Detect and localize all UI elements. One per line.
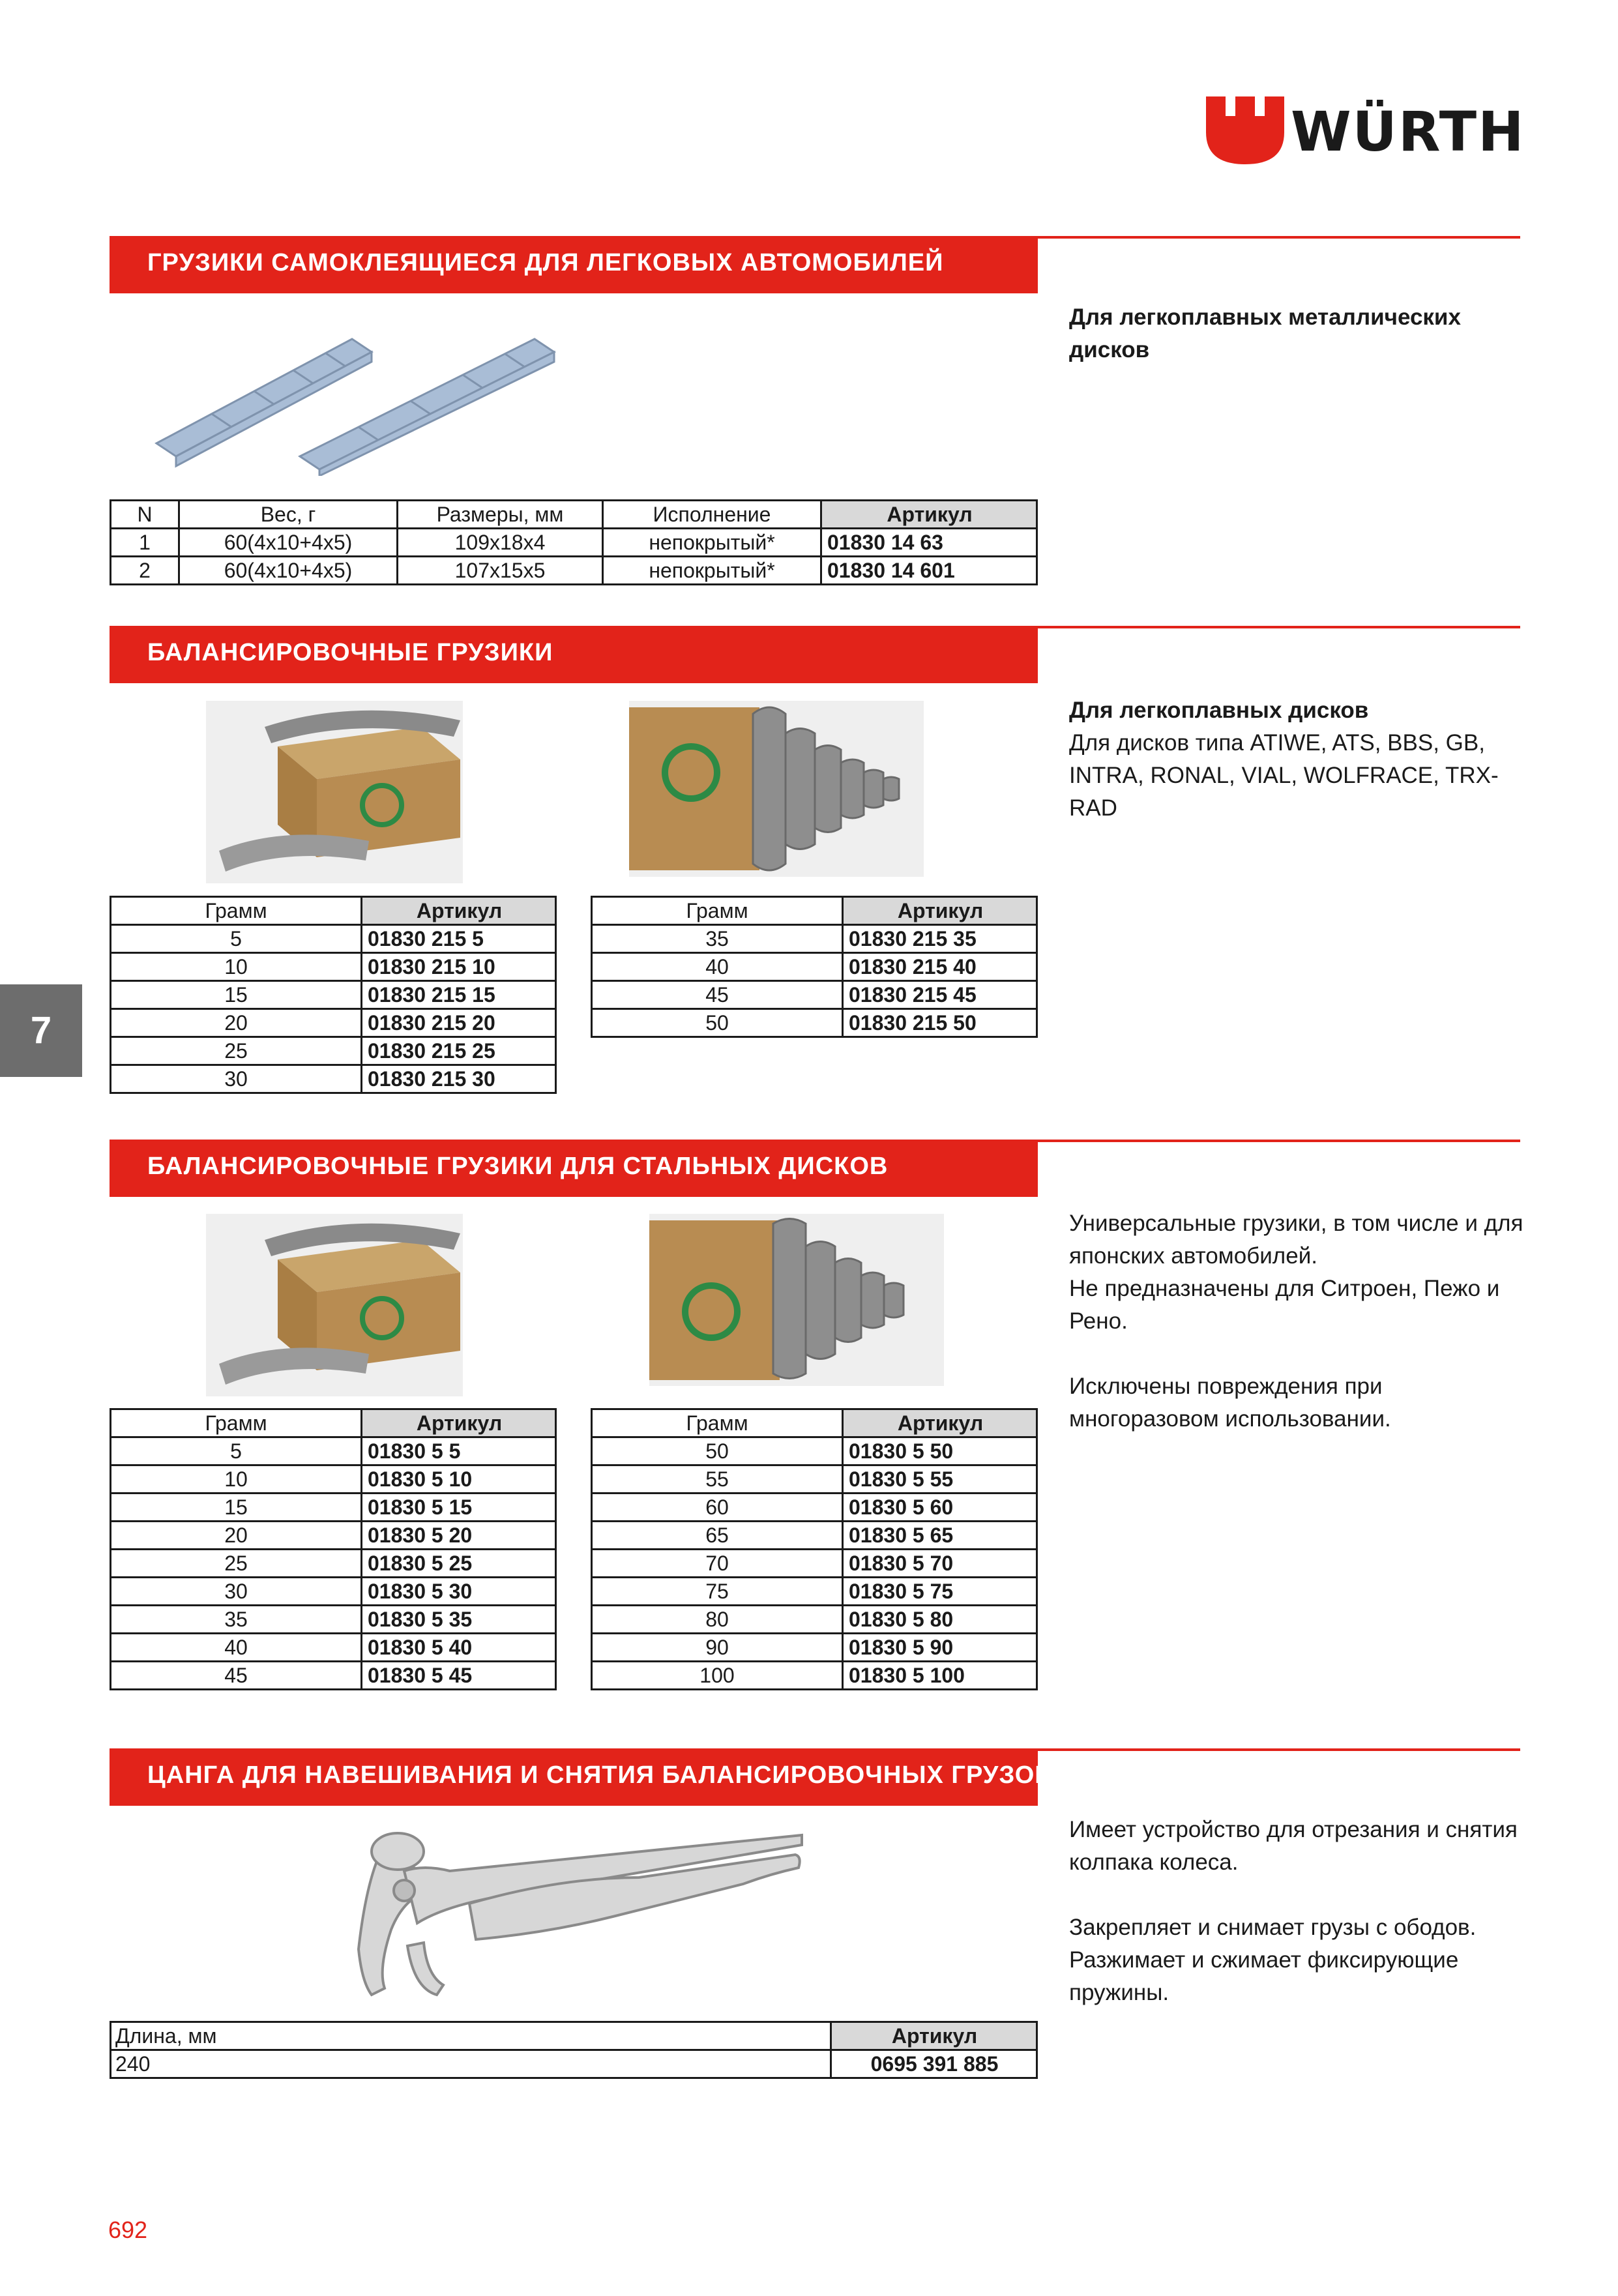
article-number: 01830 5 45 bbox=[362, 1662, 556, 1690]
table-row bbox=[592, 925, 1037, 953]
article-number: 01830 5 10 bbox=[362, 1465, 556, 1494]
table-cell: 240 bbox=[111, 2050, 831, 2078]
table-cell: 55 bbox=[592, 1465, 843, 1494]
table-row bbox=[111, 1465, 556, 1494]
balancing-weights-box-image bbox=[206, 701, 463, 883]
steel-weights-table-right bbox=[591, 1408, 1038, 1690]
table-cell: 100 bbox=[592, 1662, 843, 1690]
table-cell: 45 bbox=[111, 1662, 362, 1690]
table-cell: 15 bbox=[111, 981, 362, 1009]
col-header: Артикул bbox=[362, 897, 556, 925]
description-bold: Для легкоплавных дисков bbox=[1069, 698, 1369, 723]
section-title: БАЛАНСИРОВОЧНЫЕ ГРУЗИКИ bbox=[147, 639, 553, 666]
col-header: Артикул bbox=[843, 1409, 1037, 1437]
table-cell: 5 bbox=[111, 1437, 362, 1465]
table-cell: 40 bbox=[111, 1634, 362, 1662]
section-header-3 bbox=[110, 1140, 1038, 1197]
balancing-weights-table-right bbox=[591, 896, 1038, 1038]
article-number: 01830 215 15 bbox=[362, 981, 556, 1009]
steel-weights-table-left bbox=[110, 1408, 557, 1690]
table-row bbox=[592, 953, 1037, 981]
article-number: 01830 215 10 bbox=[362, 953, 556, 981]
col-header: N bbox=[111, 501, 179, 529]
table-cell: 35 bbox=[111, 1606, 362, 1634]
col-header: Исполнение bbox=[603, 501, 821, 529]
col-header: Грамм bbox=[111, 897, 362, 925]
description-text: Закрепляет и снимает грузы с ободов. Разжимает и сжимает фиксирующие пружины. bbox=[1069, 1915, 1477, 2005]
table-cell: 30 bbox=[111, 1065, 362, 1093]
table-row bbox=[592, 981, 1037, 1009]
table-cell: 1 bbox=[111, 529, 179, 557]
table-cell: 75 bbox=[592, 1578, 843, 1606]
table-row bbox=[111, 1065, 556, 1093]
article-number: 01830 215 30 bbox=[362, 1065, 556, 1093]
section-1-description bbox=[1069, 301, 1525, 366]
section-title: ЦАНГА ДЛЯ НАВЕШИВАНИЯ И СНЯТИЯ БАЛАНСИРОВОЧНЫХ ГРУЗОВ bbox=[147, 1761, 1053, 1789]
table-row bbox=[592, 1634, 1037, 1662]
brand-logo-text: WÜRTH bbox=[1291, 100, 1525, 164]
table-row bbox=[111, 953, 556, 981]
table-cell: 20 bbox=[111, 1009, 362, 1037]
table-cell: 60(4x10+4x5) bbox=[179, 557, 398, 585]
article-number: 01830 5 80 bbox=[843, 1606, 1037, 1634]
section-header-1 bbox=[110, 236, 1038, 293]
table-cell: 20 bbox=[111, 1522, 362, 1550]
article-number: 01830 5 60 bbox=[843, 1494, 1037, 1522]
table-row bbox=[592, 1494, 1037, 1522]
table-row bbox=[111, 1550, 556, 1578]
article-number: 01830 14 601 bbox=[821, 557, 1037, 585]
article-number: 01830 5 70 bbox=[843, 1550, 1037, 1578]
table-row bbox=[592, 1662, 1037, 1690]
col-header: Артикул bbox=[821, 501, 1037, 529]
article-number: 01830 5 25 bbox=[362, 1550, 556, 1578]
table-cell: 70 bbox=[592, 1550, 843, 1578]
steel-weights-fan-image bbox=[649, 1214, 944, 1386]
table-row bbox=[111, 925, 556, 953]
table-cell: непокрытый* bbox=[603, 557, 821, 585]
col-header: Длина, мм bbox=[111, 2022, 831, 2050]
section-2-description bbox=[1069, 694, 1525, 825]
table-row bbox=[111, 2050, 1037, 2078]
col-header: Артикул bbox=[843, 897, 1037, 925]
balancing-weights-fan-image bbox=[629, 701, 924, 877]
table-row bbox=[592, 1578, 1037, 1606]
section-3-description bbox=[1069, 1207, 1525, 1435]
article-number: 01830 215 35 bbox=[843, 925, 1037, 953]
table-cell: 35 bbox=[592, 925, 843, 953]
table-cell: 107x15x5 bbox=[398, 557, 603, 585]
table-row bbox=[592, 1550, 1037, 1578]
steel-weights-box-image bbox=[206, 1214, 463, 1396]
col-header: Грамм bbox=[111, 1409, 362, 1437]
section-rule bbox=[1038, 626, 1520, 628]
article-number: 01830 5 35 bbox=[362, 1606, 556, 1634]
article-number: 01830 5 20 bbox=[362, 1522, 556, 1550]
article-number: 01830 215 45 bbox=[843, 981, 1037, 1009]
description-text: Для дисков типа ATIWE, ATS, BBS, GB, INTRA, RONAL, VIAL, WOLFRACE, TRX-RAD bbox=[1069, 730, 1499, 821]
adhesive-weights-image bbox=[150, 326, 606, 476]
article-number: 01830 5 5 bbox=[362, 1437, 556, 1465]
col-header: Вес, г bbox=[179, 501, 398, 529]
description-text: Универсальные грузики, в том числе и для японских автомобилей. bbox=[1069, 1211, 1523, 1269]
article-number: 01830 5 55 bbox=[843, 1465, 1037, 1494]
table-row bbox=[111, 1634, 556, 1662]
page-number: 692 bbox=[108, 2216, 148, 2243]
table-row bbox=[592, 1437, 1037, 1465]
description-text: Не предназначены для Ситроен, Пежо и Рено. bbox=[1069, 1276, 1500, 1334]
table-row bbox=[111, 1009, 556, 1037]
table-cell: 15 bbox=[111, 1494, 362, 1522]
table-cell: 10 bbox=[111, 1465, 362, 1494]
article-number: 01830 5 65 bbox=[843, 1522, 1037, 1550]
description-text: Исключены повреждения при многоразовом использовании. bbox=[1069, 1374, 1391, 1432]
article-number: 01830 5 30 bbox=[362, 1578, 556, 1606]
table-cell: непокрытый* bbox=[603, 529, 821, 557]
table-row bbox=[111, 1606, 556, 1634]
adhesive-weights-table bbox=[110, 499, 1038, 585]
table-cell: 80 bbox=[592, 1606, 843, 1634]
table-row bbox=[111, 981, 556, 1009]
table-row bbox=[111, 1662, 556, 1690]
table-cell: 30 bbox=[111, 1578, 362, 1606]
table-cell: 60 bbox=[592, 1494, 843, 1522]
table-cell: 45 bbox=[592, 981, 843, 1009]
table-cell: 50 bbox=[592, 1437, 843, 1465]
article-number: 01830 14 63 bbox=[821, 529, 1037, 557]
table-cell: 60(4x10+4x5) bbox=[179, 529, 398, 557]
table-cell: 5 bbox=[111, 925, 362, 953]
article-number: 01830 215 25 bbox=[362, 1037, 556, 1065]
article-number: 0695 391 885 bbox=[831, 2050, 1037, 2078]
table-row bbox=[111, 557, 1037, 585]
section-header-4 bbox=[110, 1748, 1053, 1806]
col-header: Грамм bbox=[592, 1409, 843, 1437]
section-title: ГРУЗИКИ САМОКЛЕЯЩИЕСЯ ДЛЯ ЛЕГКОВЫХ АВТОМОБИЛЕЙ bbox=[147, 249, 944, 276]
table-cell: 90 bbox=[592, 1634, 843, 1662]
table-row bbox=[111, 1437, 556, 1465]
section-title: БАЛАНСИРОВОЧНЫЕ ГРУЗИКИ ДЛЯ СТАЛЬНЫХ ДИСКОВ bbox=[147, 1153, 889, 1180]
table-cell: 2 bbox=[111, 557, 179, 585]
article-number: 01830 215 5 bbox=[362, 925, 556, 953]
table-cell: 25 bbox=[111, 1550, 362, 1578]
table-cell: 50 bbox=[592, 1009, 843, 1037]
table-cell: 10 bbox=[111, 953, 362, 981]
description-text: Имеет устройство для отрезания и снятия колпака колеса. bbox=[1069, 1817, 1518, 1875]
weight-pliers-image bbox=[300, 1819, 821, 2008]
article-number: 01830 215 20 bbox=[362, 1009, 556, 1037]
article-number: 01830 5 75 bbox=[843, 1578, 1037, 1606]
table-row bbox=[592, 1009, 1037, 1037]
section-rule bbox=[1038, 1748, 1520, 1751]
table-row bbox=[592, 1465, 1037, 1494]
article-number: 01830 215 50 bbox=[843, 1009, 1037, 1037]
pliers-table bbox=[110, 2021, 1038, 2079]
article-number: 01830 5 90 bbox=[843, 1634, 1037, 1662]
article-number: 01830 5 100 bbox=[843, 1662, 1037, 1690]
wurth-logo-mark bbox=[1206, 96, 1284, 164]
table-row bbox=[111, 1037, 556, 1065]
table-cell: 25 bbox=[111, 1037, 362, 1065]
table-cell: 40 bbox=[592, 953, 843, 981]
table-row bbox=[592, 1522, 1037, 1550]
article-number: 01830 5 40 bbox=[362, 1634, 556, 1662]
table-header-row bbox=[111, 501, 1037, 529]
col-header: Грамм bbox=[592, 897, 843, 925]
section-4-description bbox=[1069, 1814, 1525, 2009]
section-header-2 bbox=[110, 626, 1038, 683]
article-number: 01830 215 40 bbox=[843, 953, 1037, 981]
table-cell: 109x18x4 bbox=[398, 529, 603, 557]
table-row bbox=[111, 1522, 556, 1550]
section-rule bbox=[1038, 236, 1520, 239]
table-row bbox=[111, 1578, 556, 1606]
table-row bbox=[592, 1606, 1037, 1634]
table-row bbox=[111, 1494, 556, 1522]
article-number: 01830 5 15 bbox=[362, 1494, 556, 1522]
article-number: 01830 5 50 bbox=[843, 1437, 1037, 1465]
section-rule bbox=[1038, 1140, 1520, 1142]
chapter-tab: 7 bbox=[0, 984, 82, 1077]
table-cell: 65 bbox=[592, 1522, 843, 1550]
col-header: Артикул bbox=[362, 1409, 556, 1437]
balancing-weights-table-left bbox=[110, 896, 557, 1094]
col-header: Артикул bbox=[831, 2022, 1037, 2050]
description-bold: Для легкоплавных металлических дисков bbox=[1069, 304, 1461, 362]
table-row bbox=[111, 529, 1037, 557]
col-header: Размеры, мм bbox=[398, 501, 603, 529]
